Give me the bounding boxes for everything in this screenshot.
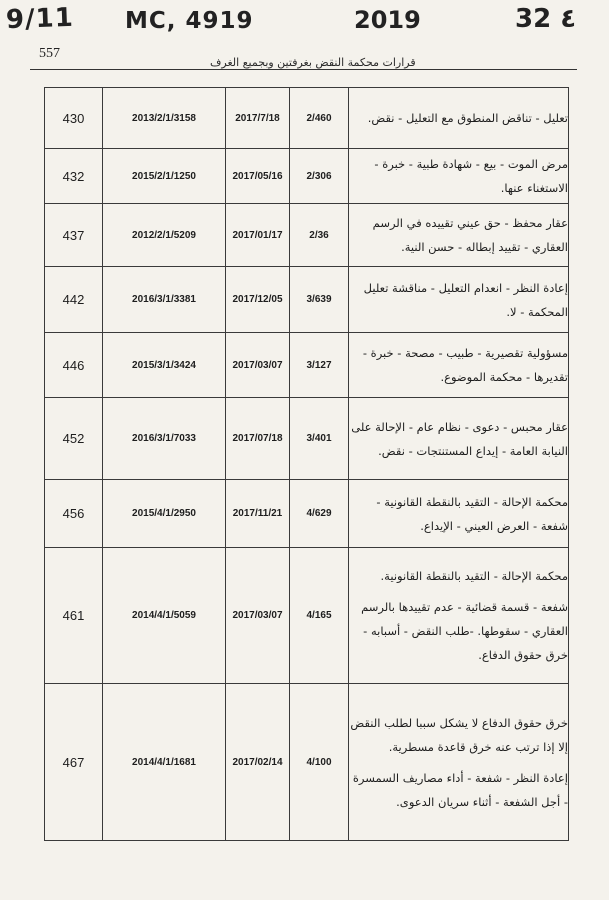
summary-paragraph: عقار محفظ - حق عيني تقييده في الرسم العقاري - تقييد إبطاله - حسن النية. (372, 216, 568, 254)
file-number-cell: 2014/4/1/5059 (103, 548, 226, 684)
file-number-cell: 2014/4/1/1681 (103, 684, 226, 841)
file-number-cell: 2016/3/1/7033 (103, 398, 226, 480)
decision-date-cell: 2017/7/18 (226, 88, 290, 149)
table-row (45, 267, 569, 333)
reference-number-cell: 442 (45, 267, 103, 333)
table-row (45, 149, 569, 204)
decision-number-cell: 3/127 (290, 333, 349, 398)
handwritten-date: 9/11 (5, 2, 75, 36)
decision-date-cell: 2017/05/16 (226, 149, 290, 204)
decision-date-cell: 2017/03/07 (226, 548, 290, 684)
page-number: 557 (39, 46, 60, 61)
summary-cell (349, 398, 569, 480)
reference-number-cell: 456 (45, 480, 103, 548)
handwritten-reference: MC, 4919 (125, 8, 254, 34)
decision-number-cell: 3/639 (290, 267, 349, 333)
decision-number-cell: 4/165 (290, 548, 349, 684)
decision-date-cell: 2017/12/05 (226, 267, 290, 333)
summary-paragraph: مسؤولية تقصيرية - طبيب - مصحة - خبرة - تقديرها - محكمة الموضوع. (362, 346, 568, 384)
table-row (45, 398, 569, 480)
reference-number-cell: 452 (45, 398, 103, 480)
summary-paragraph: إعادة النظر - شفعة - أداء مصاريف السمسرة - أجل الشفعة - أثناء سريان الدعوى. (352, 770, 568, 809)
decision-number-cell: 4/629 (290, 480, 349, 548)
summary-cell (349, 333, 569, 398)
summary-cell (349, 149, 569, 204)
table-row (45, 548, 569, 684)
decisions-table (44, 87, 569, 841)
summary-cell (349, 684, 569, 841)
reference-number-cell: 432 (45, 149, 103, 204)
summary-cell (349, 480, 569, 548)
file-number-cell: 2016/3/1/3381 (103, 267, 226, 333)
decision-date-cell: 2017/11/21 (226, 480, 290, 548)
decisions-table-body (45, 88, 569, 841)
summary-paragraph: تعليل - تناقض المنطوق مع التعليل - نقض. (367, 111, 568, 125)
reference-number-cell: 430 (45, 88, 103, 149)
file-number-cell: 2015/4/1/2950 (103, 480, 226, 548)
file-number-cell: 2013/2/1/3158 (103, 88, 226, 149)
table-row (45, 88, 569, 149)
table-row (45, 333, 569, 398)
table-row (45, 480, 569, 548)
header-divider (30, 69, 577, 70)
reference-number-cell: 467 (45, 684, 103, 841)
decision-number-cell: 3/401 (290, 398, 349, 480)
handwritten-number: 32 ٤ (515, 4, 577, 34)
decision-date-cell: 2017/02/14 (226, 684, 290, 841)
summary-paragraph: إعادة النظر - انعدام التعليل - مناقشة تعليل المحكمة - لا. (363, 280, 568, 319)
summary-cell (349, 88, 569, 149)
file-number-cell: 2012/2/1/5209 (103, 204, 226, 267)
reference-number-cell: 437 (45, 204, 103, 267)
summary-paragraph: شفعة - قسمة قضائية - عدم تقييدها بالرسم العقاري - سقوطها. -طلب النقض - أسبابه - خرق حقوق الدفاع. (361, 600, 568, 662)
decision-date-cell: 2017/01/17 (226, 204, 290, 267)
summary-paragraph: عقار محبس - دعوى - نظام عام - الإحالة على النيابة العامة - إيداع المستنتجات - نقض. (351, 419, 568, 458)
summary-paragraph: محكمة الإحالة - التقيد بالنقطة القانونية. (380, 569, 568, 583)
decision-number-cell: 4/100 (290, 684, 349, 841)
summary-cell (349, 548, 569, 684)
table-row (45, 204, 569, 267)
decision-date-cell: 2017/03/07 (226, 333, 290, 398)
reference-number-cell: 461 (45, 548, 103, 684)
decision-number-cell: 2/306 (290, 149, 349, 204)
decision-number-cell: 2/36 (290, 204, 349, 267)
reference-number-cell: 446 (45, 333, 103, 398)
file-number-cell: 2015/2/1/1250 (103, 149, 226, 204)
summary-cell (349, 267, 569, 333)
summary-paragraph: محكمة الإحالة - التقيد بالنقطة القانونية - شفعة - العرض العيني - الإيداع. (376, 494, 568, 533)
running-title: قرارات محكمة النقض بغرفتين وبجميع الغرف (210, 56, 416, 69)
handwritten-year: 2019 (354, 6, 421, 34)
table-row (45, 684, 569, 841)
file-number-cell: 2015/3/1/3424 (103, 333, 226, 398)
summary-paragraph: مرض الموت - بيع - شهادة طبية - خبرة - الاستغناء عنها. (374, 157, 568, 195)
summary-cell (349, 204, 569, 267)
summary-paragraph: خرق حقوق الدفاع لا يشكل سببا لطلب النقض إلا إذا ترتب عنه خرق قاعدة مسطرية. (350, 715, 568, 754)
decision-date-cell: 2017/07/18 (226, 398, 290, 480)
decision-number-cell: 2/460 (290, 88, 349, 149)
